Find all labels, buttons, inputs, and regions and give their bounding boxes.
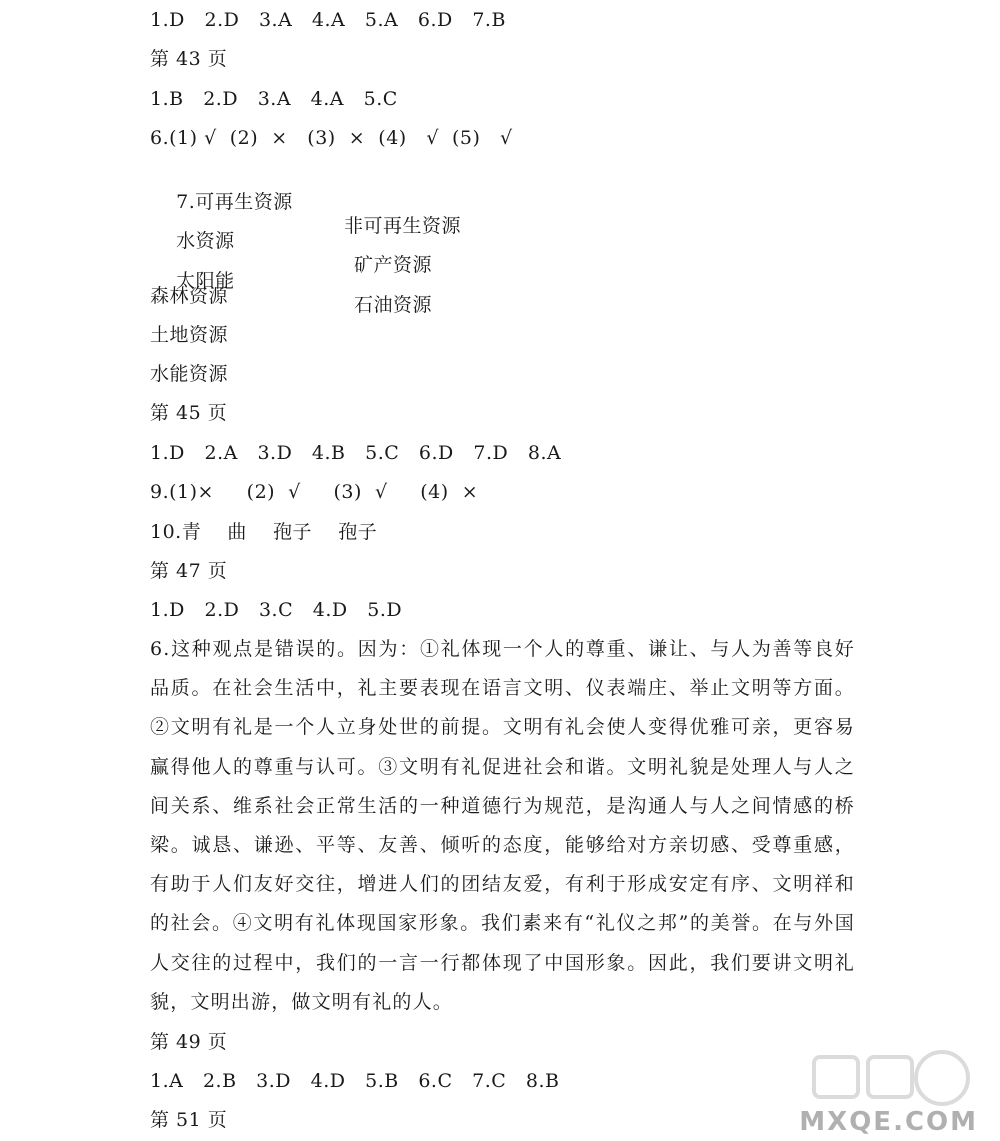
answer-line-p45-fill: 10.青 曲 孢子 孢子 (150, 521, 378, 543)
answer-line-p45-judge: 9.(1)× (2) √ (3) √ (4) × (150, 481, 479, 503)
page-heading-49: 第 49 页 (150, 1031, 228, 1053)
watermark-text: MXQE.COM (799, 1107, 978, 1137)
page-heading-47: 第 47 页 (150, 560, 228, 582)
nonrenewable-item: 石油资源 (354, 294, 433, 316)
page-heading-45: 第 45 页 (150, 402, 228, 424)
nonrenewable-header: 非可再生资源 (344, 215, 462, 237)
renewable-item: 太阳能 (176, 270, 235, 292)
resource-row-3: 森林资源 (150, 285, 229, 307)
resource-row-4: 土地资源 (150, 324, 229, 346)
page-heading-43: 第 43 页 (150, 48, 228, 70)
renewable-item: 水资源 (176, 230, 235, 252)
answer-line-p47-choice: 1.D 2.D 3.C 4.D 5.D (150, 599, 403, 621)
resource-row-5: 水能资源 (150, 363, 229, 385)
answer-line-p49-choice: 1.A 2.B 3.D 4.D 5.B 6.C 7.C 8.B (150, 1070, 560, 1092)
answer-paragraph-q6: 6.这种观点是错误的。因为：①礼体现一个人的尊重、谦让、与人为善等良好品质。在社会生活中，礼主要表现在语言文明、仪表端庄、举止文明等方面。②文明有礼是一个人立身处世的前提。文明有礼会使人变得优雅可亲，更容易赢得他人的尊重与认可。③文明有礼促进社会和谐。文明礼貌是处理人与人之间关系、维系社会正常生活的一种道德行为规范，是沟通人与人之间情感的桥梁。诚恳、谦逊、平等、友善、倾听的态度，能够给对方亲切感、受尊重感，有助于人们友好交往，增进人们的团结友爱，有利于形成安定有序、文明祥和的社会。④文明有礼体现国家形象。我们素来有“礼仪之邦”的美誉。在与外国人交往的过程中，我们的一言一行都体现了中国形象。因此，我们要讲文明礼貌，文明出游，做文明有礼的人。 (150, 638, 855, 1013)
answer-line-p43-choice: 1.B 2.D 3.A 4.A 5.C (150, 88, 398, 110)
answer-line-p45-choice: 1.D 2.A 3.D 4.B 5.C 6.D 7.D 8.A (150, 442, 562, 464)
renewable-header: 7.可再生资源 (176, 191, 293, 213)
answer-line-p43-judge: 6.(1) √ (2) × (3) × (4) √ (5) √ (150, 127, 513, 149)
page-heading-51: 第 51 页 (150, 1109, 228, 1131)
answer-line-p41: 1.D 2.D 3.A 4.A 5.A 6.D 7.B (150, 9, 506, 31)
nonrenewable-item: 矿产资源 (354, 254, 433, 276)
